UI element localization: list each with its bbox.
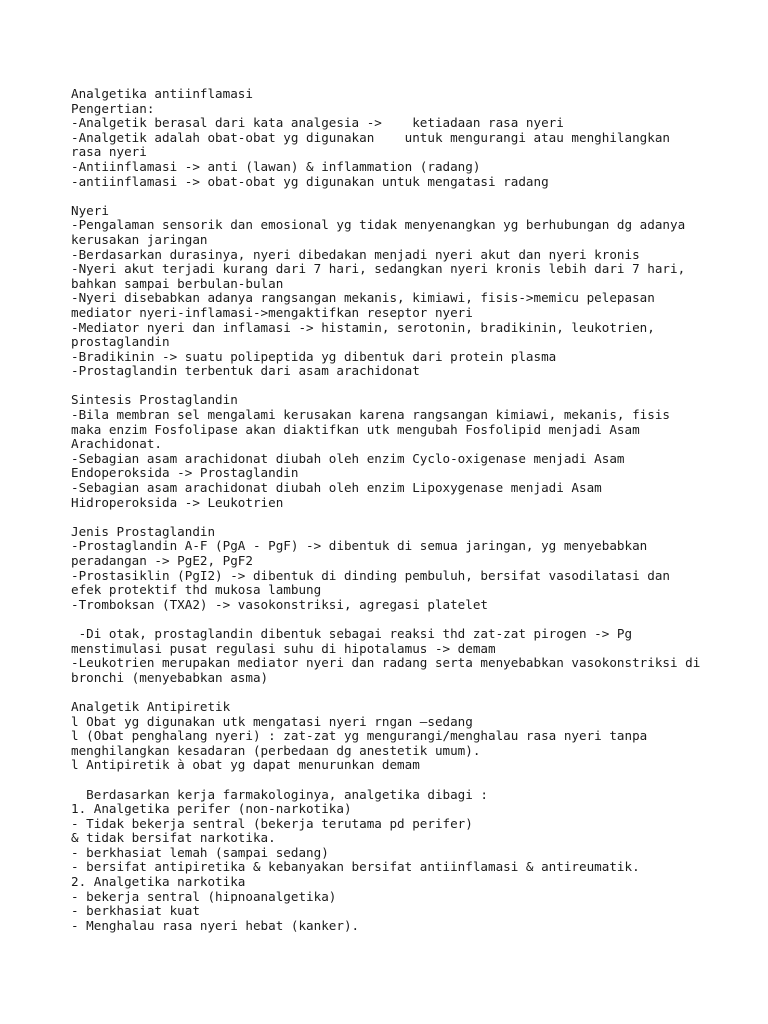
text-line: Jenis Prostaglandin [71, 523, 216, 539]
text-line: -Nyeri akut terjadi kurang dari 7 hari, sedangkan nyeri kronis lebih dari 7 hari, [71, 261, 686, 277]
text-line: bronchi (menyebabkan asma) [71, 669, 269, 685]
text-line: efek protektif thd mukosa lambung [71, 582, 322, 598]
text-line: - bersifat antipiretika & kebanyakan bersifat antiinflamasi & antireumatik. [71, 859, 640, 875]
text-line: Nyeri [71, 202, 109, 218]
text-line: - bekerja sentral (hipnoanalgetika) [71, 888, 337, 904]
text-line: - Menghalau rasa nyeri hebat (kanker). [71, 917, 360, 933]
text-line: kerusakan jaringan [71, 231, 208, 247]
blank-line [71, 685, 761, 700]
text-line: mediator nyeri-inflamasi->mengaktifkan reseptor nyeri [71, 304, 473, 320]
text-line: Analgetik Antipiretik [71, 698, 231, 714]
text-line: Pengertian: [71, 100, 155, 116]
text-line: -Analgetik berasal dari kata analgesia -> ketiadaan rasa nyeri [71, 115, 564, 131]
text-line: Endoperoksida -> Prostaglandin [71, 465, 299, 481]
text-line: menghilangkan kesadaran (perbedaan dg anestetik umum). [71, 742, 481, 758]
text-line: -Prostasiklin (PgI2) -> dibentuk di dinding pembuluh, bersifat vasodilatasi dan [71, 567, 670, 583]
text-line: & tidak bersifat narkotika. [71, 830, 276, 846]
text-line: Sintesis Prostaglandin [71, 392, 238, 408]
text-line: rasa nyeri [71, 144, 147, 160]
text-line: -antiinflamasi -> obat-obat yg digunakan untuk mengatasi radang [71, 173, 549, 189]
text-line: -Sebagian asam arachidonat diubah oleh enzim Cyclo-oxigenase menjadi Asam [71, 450, 625, 466]
text-line: -Nyeri disebabkan adanya rangsangan mekanis, kimiawi, fisis->memicu pelepasan [71, 290, 655, 306]
text-line: - berkhasiat lemah (sampai sedang) [71, 844, 329, 860]
text-line: Arachidonat. [71, 436, 162, 452]
text-line: -Mediator nyeri dan inflamasi -> histamin, serotonin, bradikinin, leukotrien, [71, 319, 655, 335]
text-line: menstimulasi pusat regulasi suhu di hipotalamus -> demam [71, 640, 496, 656]
text-line: -Berdasarkan durasinya, nyeri dibedakan menjadi nyeri akut dan nyeri kronis [71, 246, 640, 262]
text-line: maka enzim Fosfolipase akan diaktifkan utk mengubah Fosfolipid menjadi Asam [71, 421, 640, 437]
text-line: -Tromboksan (TXA2) -> vasokonstriksi, agregasi platelet [71, 596, 489, 612]
text-line: 1. Analgetika perifer (non-narkotika) [71, 801, 352, 817]
text-line: l Antipiretik à obat yg dapat menurunkan demam [71, 757, 420, 773]
text-line: -Sebagian asam arachidonat diubah oleh enzim Lipoxygenase menjadi Asam [71, 480, 602, 496]
text-line: -Bradikinin -> suatu polipeptida yg dibentuk dari protein plasma [71, 348, 557, 364]
text-line: l Obat yg digunakan utk mengatasi nyeri rngan –sedang [71, 713, 473, 729]
text-line: Analgetika antiinflamasi [71, 86, 253, 101]
text-line: Hidroperoksida -> Leukotrien [71, 494, 284, 510]
text-line: - berkhasiat kuat [71, 903, 200, 919]
text-line: -Prostaglandin terbentuk dari asam arachidonat [71, 363, 420, 379]
text-line: 2. Analgetika narkotika [71, 874, 246, 890]
text-line: -Bila membran sel mengalami kerusakan karena rangsangan kimiawi, mekanis, fisis [71, 407, 670, 423]
text-line: -Di otak, prostaglandin dibentuk sebagai reaksi thd zat-zat pirogen -> Pg [71, 625, 633, 641]
text-line: bahkan sampai berbulan-bulan [71, 275, 284, 291]
blank-line [71, 379, 761, 394]
text-line: -Pengalaman sensorik dan emosional yg tidak menyenangkan yg berhubungan dg adanya [71, 217, 686, 233]
blank-line [71, 510, 761, 525]
text-line: - Tidak bekerja sentral (bekerja terutama pd perifer) [71, 815, 473, 831]
text-line: peradangan -> PgE2, PgF2 [71, 553, 253, 568]
text-line: prostaglandin [71, 334, 170, 350]
blank-line [71, 612, 761, 627]
document-page [71, 87, 761, 933]
text-line: Berdasarkan kerja farmakologinya, analgetika dibagi : [71, 786, 489, 802]
blank-line [71, 773, 761, 788]
text-line: -Antiinflamasi -> anti (lawan) & inflammation (radang) [71, 158, 481, 174]
text-line: -Prostaglandin A-F (PgA - PgF) -> dibentuk di semua jaringan, yg menyebabkan [71, 538, 648, 554]
text-line: l (Obat penghalang nyeri) : zat-zat yg mengurangi/menghalau rasa nyeri tanpa [71, 728, 648, 744]
text-line: -Analgetik adalah obat-obat yg digunakan untuk mengurangi atau menghilangkan [71, 129, 670, 145]
blank-line [71, 189, 761, 204]
text-line: -Leukotrien merupakan mediator nyeri dan radang serta menyebabkan vasokonstriksi di [71, 655, 701, 671]
